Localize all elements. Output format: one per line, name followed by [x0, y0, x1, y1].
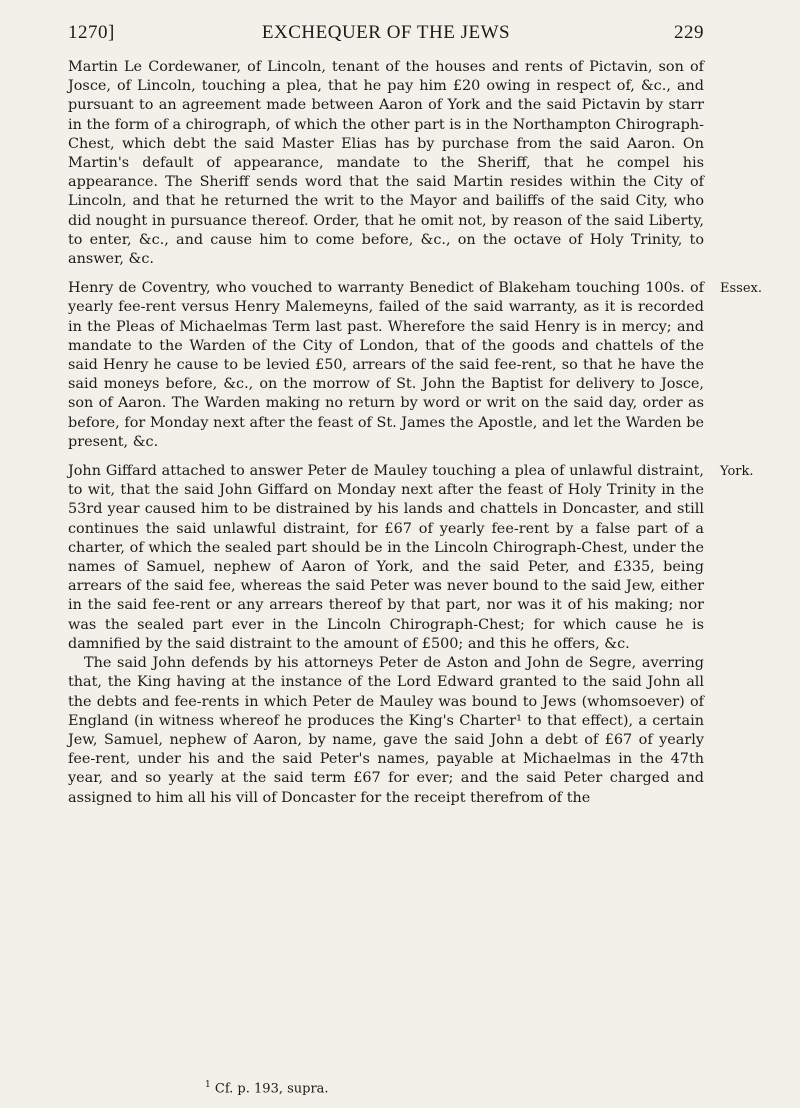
margin-county-york: York. — [720, 464, 754, 480]
margin-county-essex: Essex. — [720, 281, 762, 297]
page-number: 229 — [674, 22, 704, 43]
paragraph-defence — [68, 654, 704, 808]
header-year: 1270] — [68, 22, 115, 43]
paragraph-john — [68, 462, 754, 654]
running-header — [68, 22, 704, 46]
footnote — [205, 1080, 329, 1096]
paragraph-martin — [68, 58, 704, 269]
paragraph-text: Henry de Coventry, who vouched to warranty Benedict of Blakeham touching 100s. of yearly fee-rent versus Henry Malemeyns, failed of the said warranty, as it is recorded in the Pleas of Michaelmas Term last past. Wherefore the said Henry is in mercy; and mandate to the Warden of the City of London, that of the goods and chattels of the said Henry he cause to be levied £50, arrears of the said fee-rent, so that he have the said moneys before, &c., on the morrow of St. John the Baptist for delivery to Josce, son of Aaron. The Warden making no return by word or writ on the said day, order as before, for Monday next after the feast of St. James the Apostle, and let the Warden be present, &c. — [68, 280, 704, 450]
main-text — [68, 58, 762, 818]
paragraph-text: The said John defends by his attorneys Peter de Aston and John de Segre, averring that, the King having at the instance of the Lord Edward granted to the said John all the debts and fee-rents in which Peter de Mauley was bound to Jews (whomsoever) of England (in witness whereof he produces the King's Charter¹ to that effect), a certain Jew, Samuel, nephew of Aaron, by name, gave the said John a debt of £67 of yearly fee-rent, under his and the said Peter's names, payable at Michaelmas in the 47th year, and so yearly at the said term £67 for ever; and the said Peter charged and assigned to him all his vill of Doncaster for the receipt therefrom of the — [68, 655, 704, 806]
paragraph-text: Martin Le Cordewaner, of Lincoln, tenant of the houses and rents of Pictavin, son of Josce, of Lincoln, touching a plea, that he pay him £20 owing in respect of, &c., and pursuant to an agreement made between Aaron of York and the said Pictavin by starr in the form of a chirograph, of which the other part is in the Northampton Chirograph-Chest, which debt the said Master Elias has by purchase from the said Aaron. On Martin's default of appearance, mandate to the Sheriff, that he compel his appearance. The Sheriff sends word that the said Martin resides within the City of Lincoln, and that he returned the writ to the Mayor and bailiffs of the said City, who did nought in pursuance thereof. Order, that he omit not, by reason of the said Liberty, to enter, &c., and cause him to come before, &c., on the octave of Holy Trinity, to answer, &c. — [68, 59, 704, 268]
header-title: EXCHEQUER OF THE JEWS — [261, 22, 511, 43]
footnote-text: Cf. p. 193, supra. — [214, 1081, 329, 1097]
paragraph-henry — [68, 279, 762, 452]
footnote-mark: 1 — [205, 1080, 211, 1090]
paragraph-text: John Giffard attached to answer Peter de Mauley touching a plea of unlawful distraint, to wit, that the said John Giffard on Monday next after the feast of Holy Trinity in the 53rd year caused him to be distrained by his lands and chattels in Doncaster, and still continues the said unlawful distraint, for £67 of yearly fee-rent by a false part of a charter, of which the sealed part should be in the Lincoln Chirograph-Chest, under the names of Samuel, nephew of Aaron of York, and the said Peter, and £335, being arrears of the said fee, whereas the said Peter was never bound to the said Jew, either in the said fee-rent or any arrears thereof by that part, nor was it of his making; nor was the sealed part ever in the Lincoln Chirograph-Chest; for which cause he is damnified by the said distraint to the amount of £500; and this he offers, &c. — [68, 463, 704, 652]
